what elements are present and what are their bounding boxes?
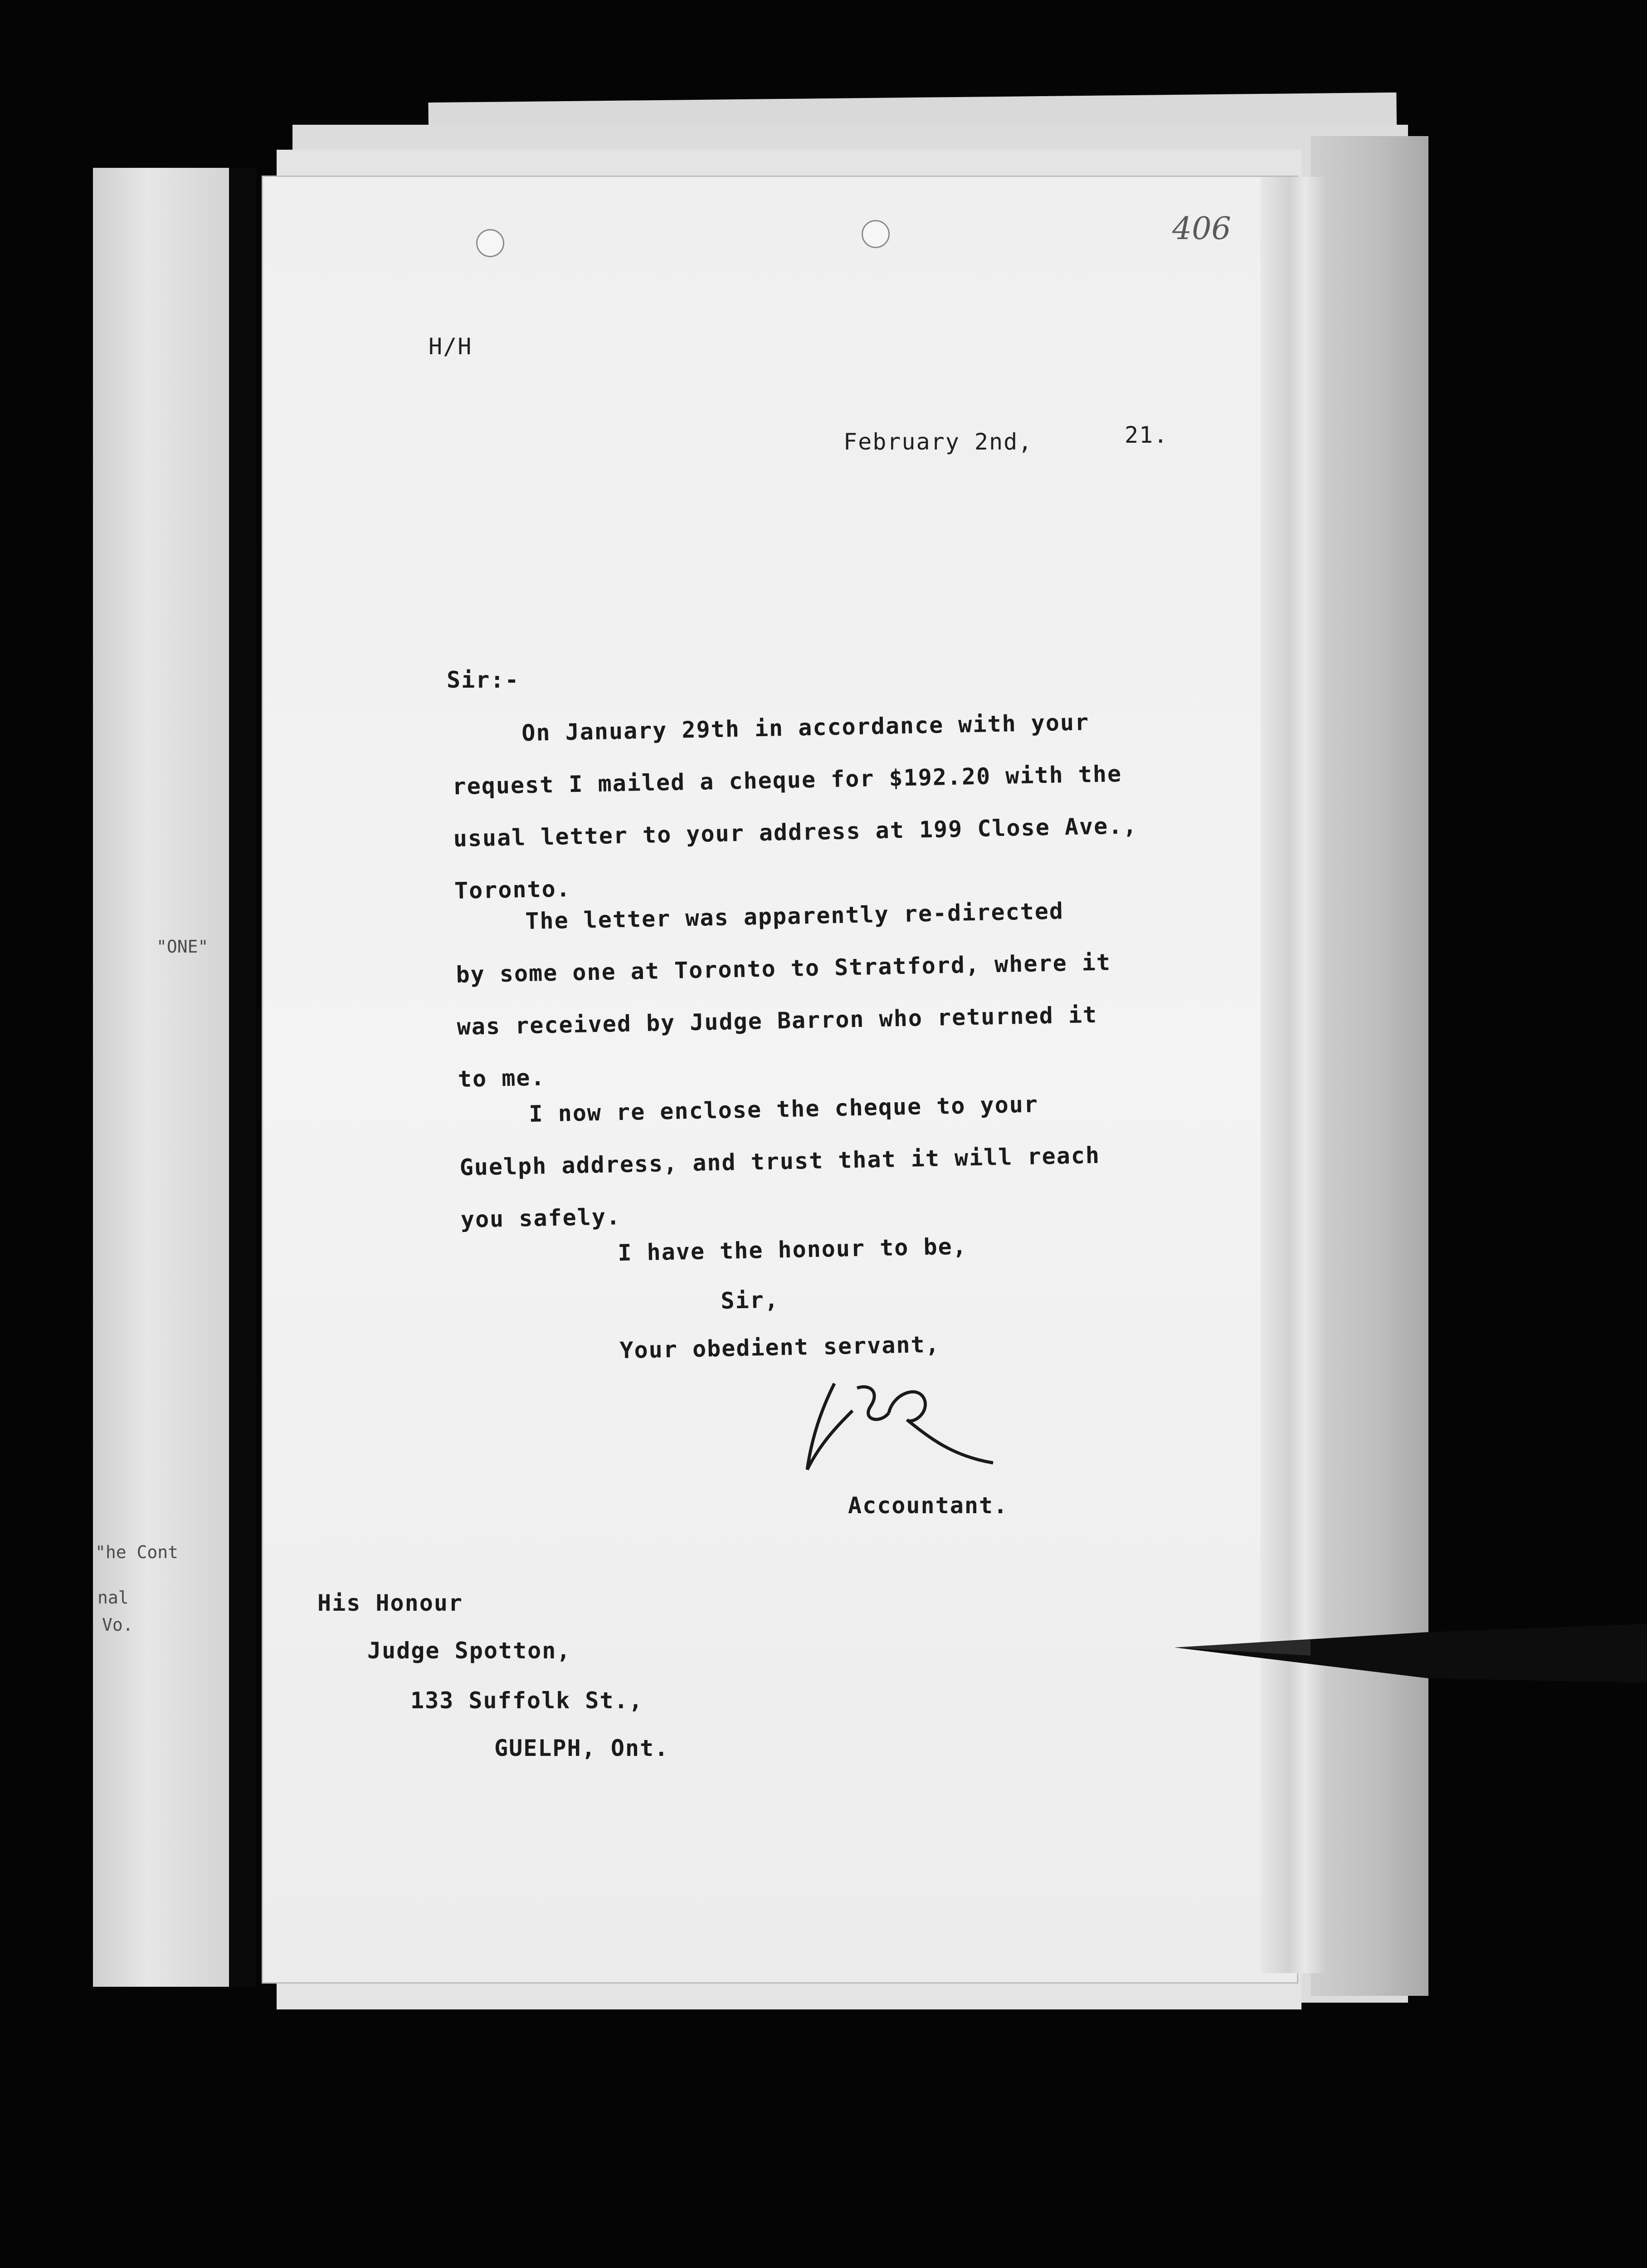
strip-fragment: Vo.	[102, 1615, 133, 1635]
body-line: usual letter to your address at 199 Close Ave.,	[453, 812, 1138, 852]
closing-line: Your obedient servant,	[619, 1331, 940, 1364]
closing-line: Sir,	[720, 1286, 780, 1314]
strip-fragment: "ONE"	[156, 937, 209, 957]
body-line: I now re enclose the cheque to your	[528, 1091, 1039, 1127]
pointer-instrument	[1174, 1624, 1647, 1696]
address-line: His Honour	[317, 1590, 463, 1616]
body-line: request I mailed a cheque for $192.20 with the	[452, 760, 1122, 800]
address-line: GUELPH, Ont.	[494, 1735, 669, 1761]
body-line: The letter was apparently re-directed	[525, 898, 1064, 935]
body-line: Guelph address, and trust that it will reach	[459, 1142, 1101, 1181]
signature-title: Accountant.	[848, 1492, 1009, 1519]
closing-line: I have the honour to be,	[617, 1233, 968, 1266]
letter-year: 21.	[1125, 422, 1169, 448]
address-line: 133 Suffolk St.,	[410, 1687, 643, 1714]
letter-date: February 2nd,	[843, 429, 1033, 455]
reference-initials: H/H	[429, 333, 473, 360]
body-line: to me.	[458, 1064, 546, 1092]
salutation: Sir:-	[447, 667, 520, 693]
body-line: On January 29th in accordance with your	[521, 709, 1090, 747]
address-line: Judge Spotton,	[367, 1637, 571, 1664]
strip-fragment: nal	[97, 1588, 129, 1608]
body-line: you safely.	[460, 1203, 621, 1233]
folio-number: 406	[1172, 211, 1231, 247]
body-line: was received by Judge Barron who returned it	[457, 1001, 1098, 1040]
strip-fragment: "he Cont	[95, 1542, 179, 1562]
signature-initials	[803, 1370, 1002, 1479]
body-line: Toronto.	[454, 875, 571, 904]
body-line: by some one at Toronto to Stratford, where it	[455, 949, 1111, 988]
